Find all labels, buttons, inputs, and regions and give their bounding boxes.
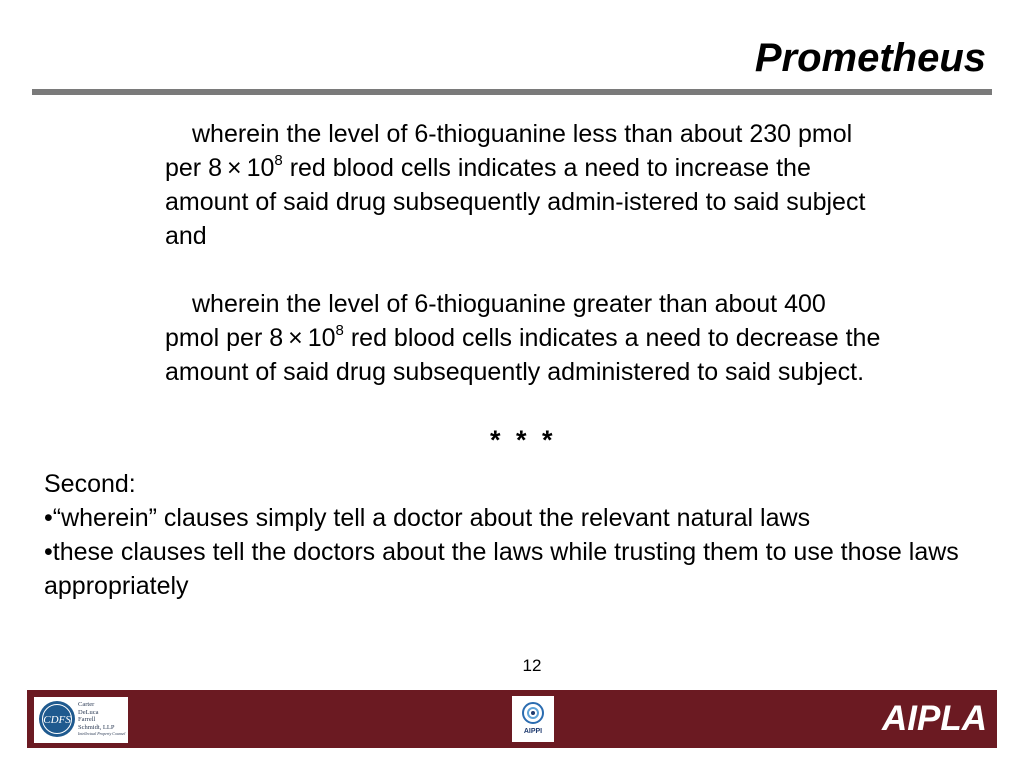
firm-name-line: Schmidt, LLP	[78, 723, 115, 731]
firm-name-line: Farrell	[78, 716, 96, 723]
footer-bar	[27, 690, 997, 748]
slide-title: Prometheus	[754, 36, 986, 80]
points-block	[44, 467, 974, 603]
firm-seal-icon	[38, 700, 76, 738]
firm-name-line: Carter	[78, 701, 95, 708]
claim-2-text-start: wherein the level of 6-thioguanine greater than about 400 pmol per 8 × 10	[165, 290, 826, 352]
page-number: 12	[522, 656, 542, 675]
bullet-item: •these clauses tell the doctors about the laws while trusting them to use those laws appropriately	[44, 538, 959, 600]
title-divider	[32, 89, 992, 95]
firm-name	[78, 701, 126, 737]
firm-logo	[34, 697, 128, 743]
points-heading: Second:	[44, 470, 136, 498]
firm-monogram: CDFS	[43, 714, 71, 726]
aippi-wordmark: AIPPI	[523, 728, 543, 735]
claim-2-text-end: red blood cells indicates a need to decrease the amount of said drug subsequently administered to said subject.	[165, 324, 881, 386]
claim-2-exponent: 8	[335, 321, 344, 339]
claim-1-text-end: red blood cells indicates a need to increase the amount of said drug subsequently admin-istered to said subject and	[165, 154, 866, 250]
claim-paragraph-1	[165, 117, 885, 253]
aippi-emblem-icon	[518, 700, 548, 726]
aipla-brand: AIPLA	[882, 699, 987, 738]
claim-paragraph-2	[165, 287, 885, 389]
firm-tagline: Intellectual Property Counsel	[78, 731, 126, 736]
bullet-item: •“wherein” clauses simply tell a doctor about the relevant natural laws	[44, 504, 811, 532]
aippi-logo	[512, 696, 554, 742]
section-separator: * * *	[490, 425, 557, 455]
claim-1-exponent: 8	[274, 151, 283, 169]
firm-name-line: DeLuca	[78, 708, 99, 716]
claim-1-text-start: wherein the level of 6-thioguanine less than about 230 pmol per 8 × 10	[165, 120, 853, 182]
